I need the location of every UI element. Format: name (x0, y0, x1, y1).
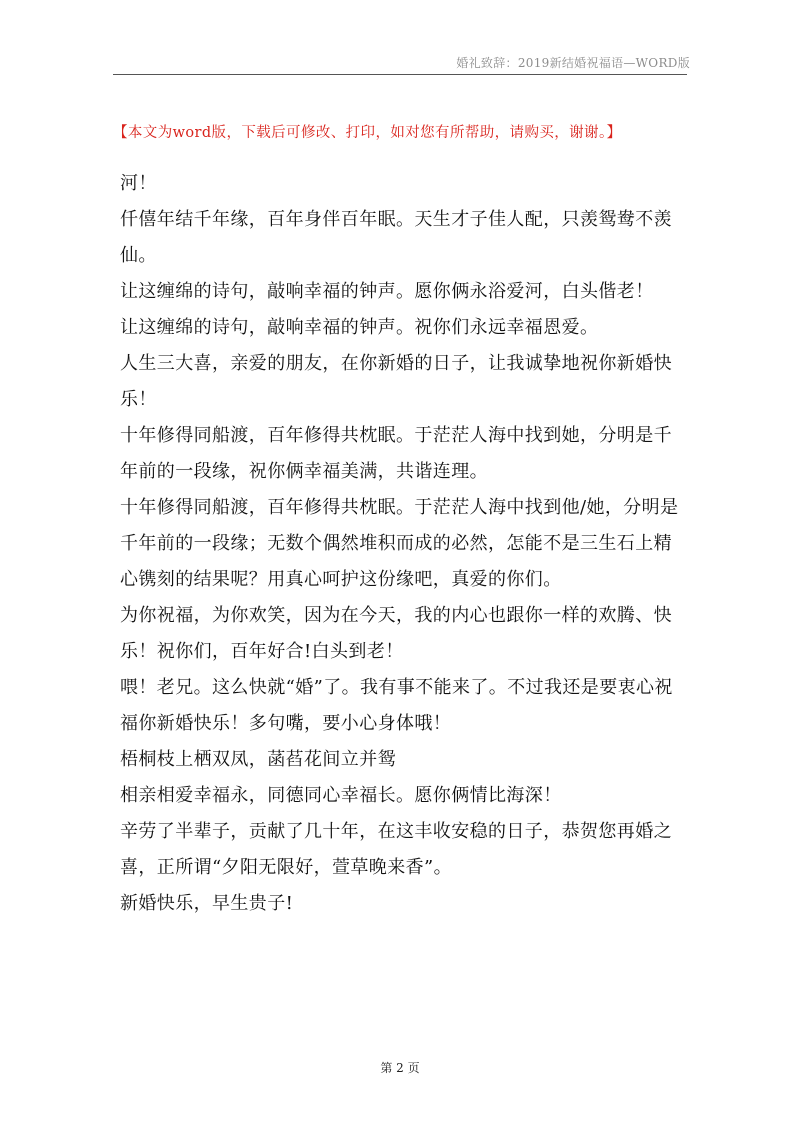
header-divider (113, 74, 687, 75)
page-header: 婚礼致辞：2019新结婚祝福语—WORD版 (456, 56, 690, 70)
paragraph: 相亲相爱幸福永，同德同心幸福长。愿你俩情比海深！ (120, 785, 562, 806)
document-body (120, 166, 680, 922)
paragraph: 仟僖年结千年缘，百年身伴百年眠。天生才子佳人配，只羡鸳鸯不羡仙。 (120, 209, 672, 266)
paragraph: 河！ (120, 173, 157, 194)
paragraph: 梧桐枝上栖双凤，菡萏花间立并鸳 (120, 749, 396, 770)
paragraph: 十年修得同船渡，百年修得共枕眠。于茫茫人海中找到她，分明是千年前的一段缘，祝你俩幸福美满，共谐连理。 (120, 425, 672, 482)
paragraph: 人生三大喜，亲爱的朋友，在你新婚的日子，让我诚挚地祝你新婚快乐！ (120, 353, 672, 410)
page-number: 第 2 页 (380, 1061, 420, 1075)
paragraph: 喂！老兄。这么快就“婚”了。我有事不能来了。不过我还是要衷心祝福你新婚快乐！多句嘴，要小心身体哦！ (120, 677, 673, 734)
paragraph: 为你祝福，为你欢笑，因为在今天，我的内心也跟你一样的欢腾、快乐！祝你们，百年好合!白头到老！ (120, 605, 672, 662)
paragraph: 让这缠绵的诗句，敲响幸福的钟声。祝你们永远幸福恩爱。 (120, 317, 599, 338)
paragraph: 辛劳了半辈子，贡献了几十年，在这丰收安稳的日子，恭贺您再婚之喜，正所谓“夕阳无限好，萱草晚来香”。 (120, 821, 672, 878)
paragraph: 新婚快乐，早生贵子! (120, 893, 294, 914)
paragraph: 让这缠绵的诗句，敲响幸福的钟声。愿你俩永浴爱河，白头偕老！ (120, 281, 654, 302)
download-notice: 【本文为word版，下载后可修改、打印，如对您有所帮助，请购买，谢谢。】 (113, 125, 622, 141)
paragraph: 十年修得同船渡，百年修得共枕眠。于茫茫人海中找到他/她，分明是千年前的一段缘；无数个偶然堆积而成的必然，怎能不是三生石上精心镌刻的结果呢？用真心呵护这份缘吧，真爱的你们。 (120, 497, 679, 590)
